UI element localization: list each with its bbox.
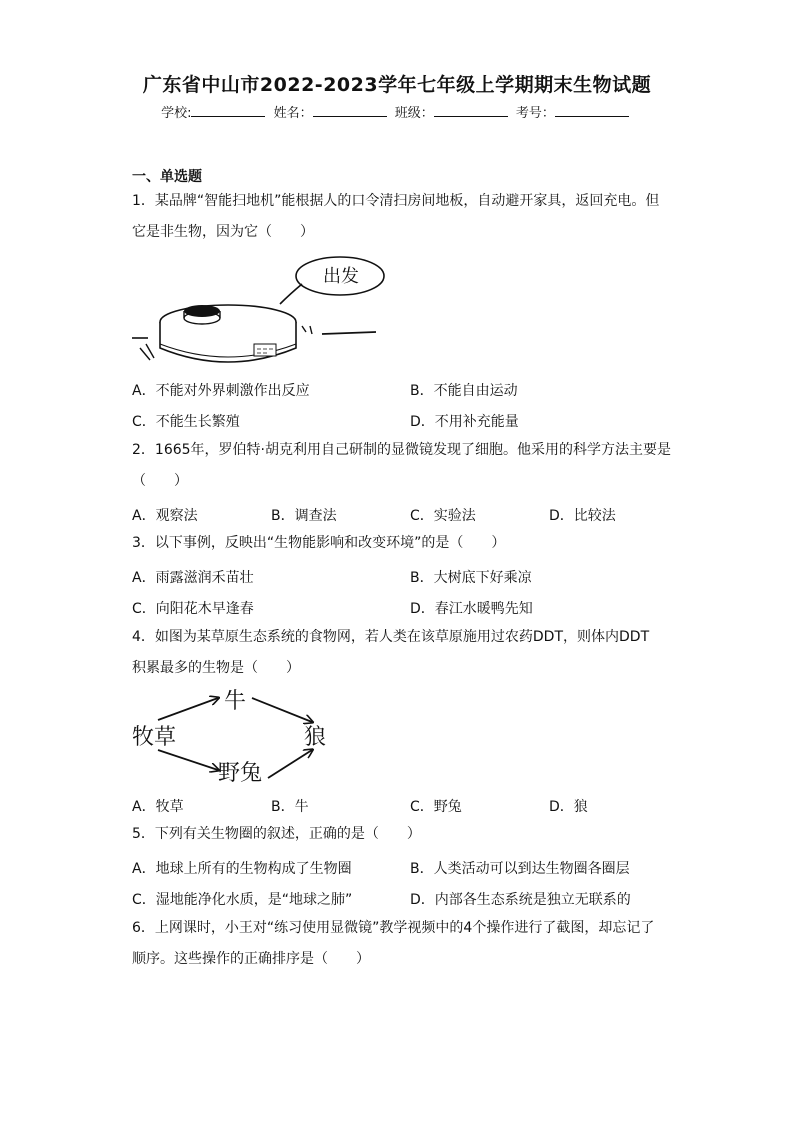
q4-option-a[interactable]: A．牧草 (132, 799, 184, 815)
q5-option-d[interactable]: D．内部各生态系统是独立无联系的 (410, 892, 631, 908)
exam-title: 广东省中山市2022-2023学年七年级上学期期末生物试题 (142, 74, 652, 96)
question-3-stem: 3．以下事例，反映出“生物能影响和改变环境”的是（ ） (132, 535, 506, 551)
arrow-grass-to-rabbit (158, 750, 218, 770)
q3-option-c[interactable]: C．向阳花木早逢春 (132, 601, 254, 617)
name-blank[interactable] (313, 104, 387, 117)
arrow-grass-to-cow (158, 698, 218, 720)
question-2-stem: 2．1665年，罗伯特·胡克利用自己研制的显微镜发现了细胞。他采用的科学方法主要是 （ ） (132, 442, 671, 489)
q1-option-b[interactable]: B．不能自由运动 (410, 383, 518, 399)
question-4-stem: 4．如图为某草原生态系统的食物网，若人类在该草原施用过农药DDT，则体内DDT 积累最多的生物是（ ） (132, 629, 650, 676)
school-label: 学校: (161, 106, 192, 121)
q2-option-b[interactable]: B．调查法 (271, 508, 337, 524)
class-label: 班级： (394, 106, 434, 121)
arrow-cow-to-wolf (252, 698, 312, 722)
q2-option-c[interactable]: C．实验法 (410, 508, 476, 524)
q3-option-a[interactable]: A．雨露滋润禾苗壮 (132, 570, 254, 586)
food-web-cow: 牛 (224, 689, 247, 714)
food-web-figure (128, 682, 348, 790)
food-web-rabbit: 野兔 (218, 761, 263, 786)
class-blank[interactable] (434, 104, 508, 117)
name-label: 姓名： (273, 106, 313, 121)
food-web-grass: 牧草 (132, 725, 177, 750)
food-web-wolf: 狼 (304, 725, 327, 750)
question-1-stem: 1．某品牌“智能扫地机”能根据人的口令清扫房间地板，自动避开家具，返回充电。但 它是非生物，因为它（ ） (132, 193, 660, 240)
exam-no-blank[interactable] (555, 104, 629, 117)
school-blank[interactable] (191, 104, 265, 117)
robot-vacuum-figure (130, 256, 390, 368)
q3-option-b[interactable]: B．大树底下好乘凉 (410, 570, 532, 586)
speech-bubble-text: 出发 (323, 266, 359, 287)
q3-option-d[interactable]: D．春江水暖鸭先知 (410, 601, 533, 617)
q1-option-a[interactable]: A．不能对外界刺激作出反应 (132, 383, 310, 399)
q1-option-c[interactable]: C．不能生长繁殖 (132, 414, 240, 430)
q2-option-a[interactable]: A．观察法 (132, 508, 198, 524)
q5-option-a[interactable]: A．地球上所有的生物构成了生物圈 (132, 861, 352, 877)
q5-option-b[interactable]: B．人类活动可以到达生物圈各圈层 (410, 861, 630, 877)
question-6-stem: 6．上网课时，小王对“练习使用显微镜”教学视频中的4个操作进行了截图，却忘记了 顺序。这些操作的正确排序是（ ） (132, 920, 655, 967)
q1-option-d[interactable]: D．不用补充能量 (410, 414, 519, 430)
q2-option-d[interactable]: D．比较法 (549, 508, 616, 524)
q5-option-c[interactable]: C．湿地能净化水质，是“地球之肺” (132, 892, 353, 908)
q4-option-b[interactable]: B．牛 (271, 799, 309, 815)
q4-option-c[interactable]: C．野兔 (410, 799, 462, 815)
exam-no-label: 考号： (515, 106, 555, 121)
question-5-stem: 5．下列有关生物圈的叙述，正确的是（ ） (132, 826, 421, 842)
arrow-rabbit-to-wolf (268, 750, 312, 778)
section-heading: 一、单选题 (132, 169, 202, 185)
q4-option-d[interactable]: D．狼 (549, 799, 588, 815)
student-info-line (0, 102, 794, 121)
